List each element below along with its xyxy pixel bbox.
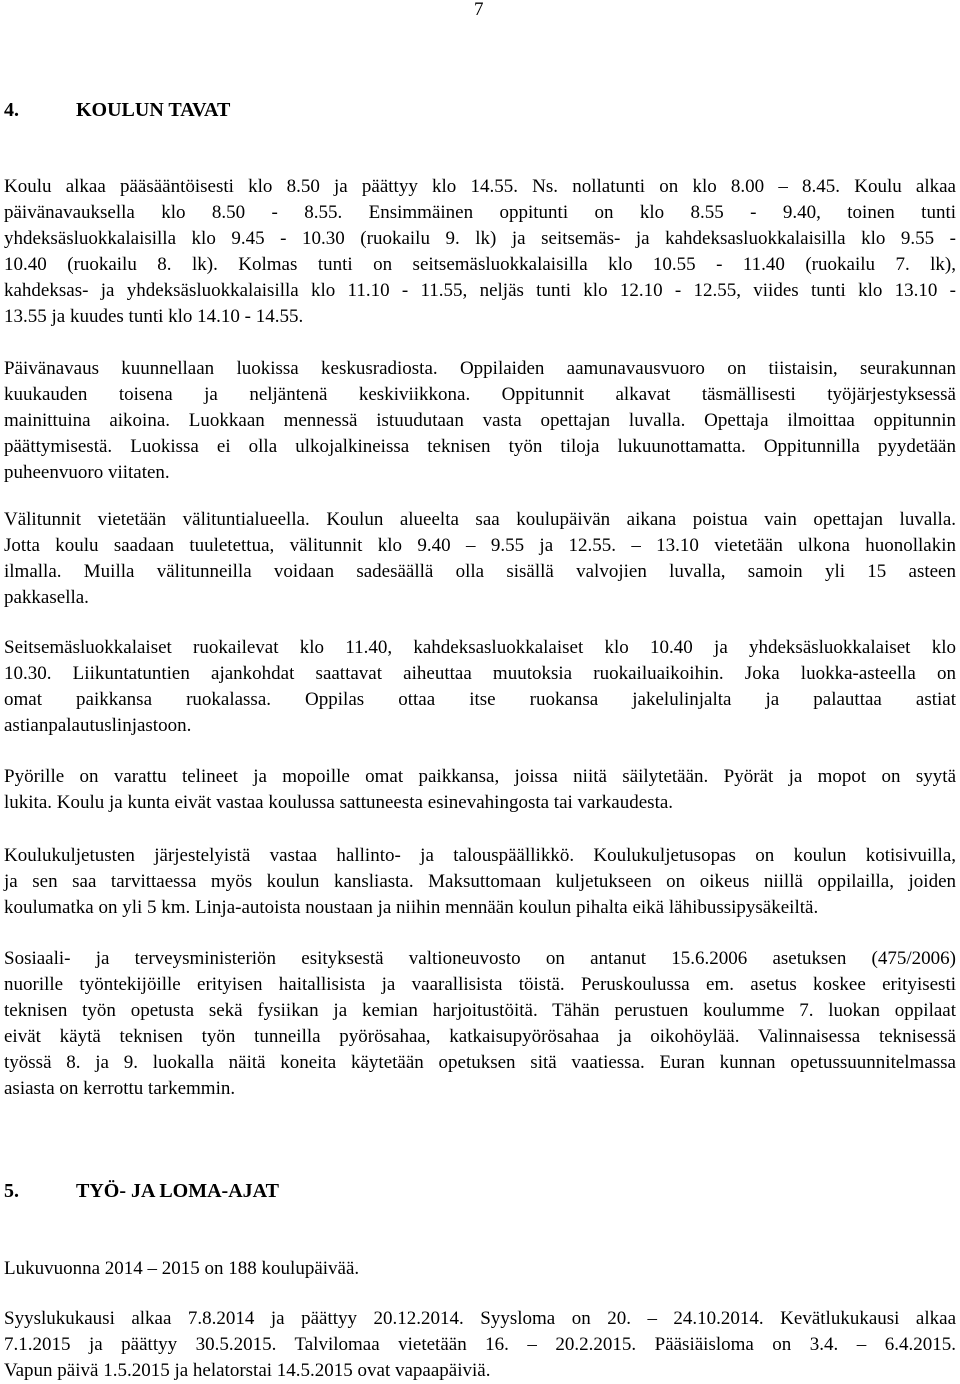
paragraph-breaks xyxy=(4,507,956,611)
text-line: Syyslukukausi alkaa 7.8.2014 ja päättyy 20.12.2014. Syysloma on 20. – 24.10.2014. Kevätlukukausi alkaa xyxy=(4,1308,956,1329)
section-title: KOULUN TAVAT xyxy=(76,99,231,121)
text-line: asiasta on kerrottu tarkemmin. xyxy=(4,1078,236,1099)
text-line: teknisen työn opetusta sekä fysiikan ja kemian harjoitustöitä. Tähän perustuen koulumme 7. luokan oppilaat xyxy=(4,1000,956,1021)
text-line: koulumatka on yli 5 km. Linja-autoista noustaan ja niihin mennään koulun pihalta eikä lähibussipysäkeiltä. xyxy=(4,897,819,918)
text-line: Koulukuljetusten järjestelyistä vastaa hallinto- ja talouspäällikkö. Koulukuljetusopas on koulun kotisivuilla, xyxy=(4,845,956,866)
text-line: 10.40 (ruokailu 8. lk). Kolmas tunti on seitsemäsluokkalaisilla klo 10.55 - 11.40 (ruokailu 7. lk), xyxy=(4,254,956,275)
text-line: nuorille työntekijöille erityisen haitallisista ja vaarallisista töistä. Peruskoulussa em. asetus koskee erityisesti xyxy=(4,974,956,995)
text-line: Koulu alkaa pääsääntöisesti klo 8.50 ja päättyy klo 14.55. Ns. nollatunti on klo 8.00 – 8.45. Koulu alkaa xyxy=(4,176,956,197)
section-number: 4. xyxy=(4,99,19,121)
text-line: päivänavauksella klo 8.50 - 8.55. Ensimmäinen oppitunti on klo 8.55 - 9.40, toinen tunti xyxy=(4,202,956,223)
text-line: Pyörille on varattu telineet ja mopoille omat paikkansa, joissa niitä säilytetään. Pyörät ja mopot on syytä xyxy=(4,766,956,787)
text-line: työssä 8. ja 9. luokalla näitä koneita käytetään opetuksen sitä vaatiessa. Euran kunnan opetussuunnitelmassa xyxy=(4,1052,956,1073)
paragraph-lunch xyxy=(4,635,956,739)
text-line: yhdeksäsluokkalaisilla klo 9.45 - 10.30 (ruokailu 9. lk) ja seitsemäs- ja kahdeksasluokkalaisilla klo 9.55 - xyxy=(4,228,956,249)
section-heading-5 xyxy=(4,1178,279,1204)
text-line: Vapun päivä 1.5.2015 ja helatorstai 14.5.2015 ovat vapaapäiviä. xyxy=(4,1360,491,1381)
section-heading-4 xyxy=(4,97,230,123)
paragraph-school-days xyxy=(4,1256,956,1282)
text-line: päättymisestä. Luokissa ei olla ulkojalkineissa teknisen työn tiloja lukuunottamatta. Oppitunnilla pyydetään xyxy=(4,436,956,457)
text-line: Välitunnit vietetään välituntialueella. Koulun alueelta saa koulupäivän aikana poistua vain opettajan luvalla. xyxy=(4,509,956,530)
text-line: kuukauden toisena ja neljäntenä keskiviikkona. Oppitunnit alkavat täsmällisesti työjärjestyksessä xyxy=(4,384,956,405)
text-line: 13.55 ja kuudes tunti klo 14.10 - 14.55. xyxy=(4,306,304,327)
text-line: eivät käytä teknisen työn tunneilla pyörösahaa, katkaisupyörösahaa ja oikohöylää. Valinnaisessa teknisessä xyxy=(4,1026,956,1047)
paragraph-school-transport xyxy=(4,843,956,921)
text-line: Seitsemäsluokkalaiset ruokailevat klo 11.40, kahdeksasluokkalaiset klo 10.40 ja yhdeksäsluokkalaiset klo xyxy=(4,637,956,658)
text-line: omat paikkansa ruokalassa. Oppilas ottaa itse ruokansa jakelulinjalta ja palauttaa astiat xyxy=(4,689,956,710)
text-line: Päivänavaus kuunnellaan luokissa keskusradiosta. Oppilaiden aamunavausvuoro on tiistaisin, seurakunnan xyxy=(4,358,956,379)
section-title: TYÖ- JA LOMA-AJAT xyxy=(76,1180,279,1202)
text-line: lukita. Koulu ja kunta eivät vastaa koulussa sattuneesta esinevahingosta tai varkaudesta. xyxy=(4,792,674,813)
text-line: ja sen saa tarvittaessa myös koulun kansliasta. Maksuttomaan kuljetukseen on oikeus niillä oppilailla, joiden xyxy=(4,871,956,892)
page-number: 7 xyxy=(474,0,484,20)
paragraph-terms-holidays xyxy=(4,1306,956,1384)
text-line: 10.30. Liikuntatuntien ajankohdat saattavat aiheuttaa muutoksia ruokailuaikoihin. Joka luokka-asteella on xyxy=(4,663,956,684)
text-line: pakkasella. xyxy=(4,587,89,608)
section-number: 5. xyxy=(4,1180,19,1202)
text-line: kahdeksas- ja yhdeksäsluokkalaisilla klo 11.10 - 11.55, neljäs tunti klo 12.10 - 12.55, viides tunti klo 13.10 - xyxy=(4,280,956,301)
text-line: astianpalautuslinjastoon. xyxy=(4,715,192,736)
text-line: Lukuvuonna 2014 – 2015 on 188 koulupäivää. xyxy=(4,1258,360,1279)
paragraph-schedule xyxy=(4,174,956,330)
text-line: Sosiaali- ja terveysministeriön esityksestä valtioneuvosto on antanut 15.6.2006 asetuksen (475/2006) xyxy=(4,948,956,969)
paragraph-regulations xyxy=(4,946,956,1102)
paragraph-bicycles xyxy=(4,764,956,816)
text-line: Jotta koulu saadaan tuuletettua, välitunnit klo 9.40 – 9.55 ja 12.55. – 13.10 vietetään ulkona huonollakin xyxy=(4,535,956,556)
paragraph-morning-assembly xyxy=(4,356,956,486)
text-line: 7.1.2015 ja päättyy 30.5.2015. Talvilomaa vietetään 16. – 20.2.2015. Pääsiäisloma on 3.4. – 6.4.2015. xyxy=(4,1334,956,1355)
text-line: puheenvuoro viitaten. xyxy=(4,462,170,483)
text-line: mainittuina aikoina. Luokkaan mennessä istuudutaan vasta opettajan luvalla. Opettaja ilmoittaa oppitunnin xyxy=(4,410,956,431)
text-line: ilmalla. Muilla välitunneilla voidaan sadesäällä olla sisällä valvojien luvalla, samoin yli 15 asteen xyxy=(4,561,956,582)
